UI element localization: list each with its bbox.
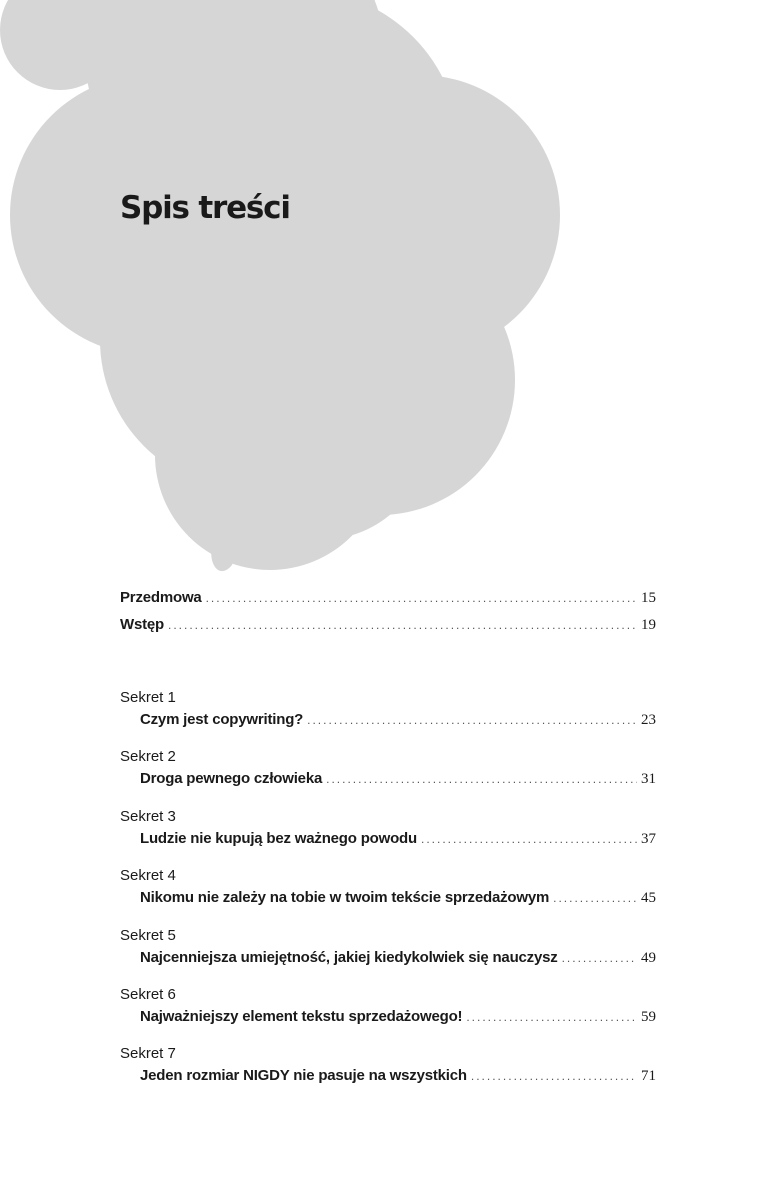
- dot-leader: [553, 888, 637, 908]
- toc-entry-title: Najważniejszy element tekstu sprzedażowego!: [140, 1008, 463, 1025]
- dot-leader: [307, 710, 637, 730]
- dot-leader: [466, 1007, 637, 1027]
- toc-page-number: 37: [641, 831, 656, 847]
- toc-page-number: 15: [641, 590, 656, 606]
- toc-entry-title: Czym jest copywriting?: [140, 711, 304, 728]
- toc-entry-title: Przedmowa: [120, 589, 202, 606]
- page-title: Spis treści: [120, 190, 290, 226]
- toc-entry-secret-5[interactable]: [140, 948, 656, 968]
- toc-entry-title: Nikomu nie zależy na tobie w twoim tekście sprzedażowym: [140, 889, 550, 906]
- secret-label: Sekret 7: [120, 1045, 176, 1062]
- toc-entry-wstep[interactable]: [120, 615, 656, 635]
- dot-leader: [421, 829, 637, 849]
- secret-label: Sekret 3: [120, 808, 176, 825]
- toc-page-number: 59: [641, 1009, 656, 1025]
- secret-label: Sekret 1: [120, 689, 176, 706]
- toc-entry-secret-2[interactable]: [140, 769, 656, 789]
- toc-page-number: 49: [641, 950, 656, 966]
- toc-entry-secret-4[interactable]: [140, 888, 656, 908]
- secret-label: Sekret 4: [120, 867, 176, 884]
- dot-leader: [326, 769, 637, 789]
- dot-leader: [562, 948, 637, 968]
- toc-entry-title: Wstęp: [120, 616, 165, 633]
- toc-page-number: 45: [641, 890, 656, 906]
- secret-label: Sekret 5: [120, 927, 176, 944]
- toc-entry-przedmowa[interactable]: [120, 588, 656, 608]
- secret-label: Sekret 2: [120, 748, 176, 765]
- toc-entry-secret-1[interactable]: [140, 710, 656, 730]
- toc-entry-secret-6[interactable]: [140, 1007, 656, 1027]
- toc-entry-title: Ludzie nie kupują bez ważnego powodu: [140, 830, 417, 847]
- toc-page-number: 23: [641, 712, 656, 728]
- toc-entry-title: Droga pewnego człowieka: [140, 770, 323, 787]
- dot-leader: [168, 615, 637, 635]
- dot-leader: [206, 588, 637, 608]
- toc-page-number: 19: [641, 617, 656, 633]
- toc-entry-secret-7[interactable]: [140, 1066, 656, 1086]
- dot-leader: [471, 1066, 637, 1086]
- secret-label: Sekret 6: [120, 986, 176, 1003]
- toc-page-number: 71: [641, 1068, 656, 1084]
- toc-entry-title: Jeden rozmiar NIGDY nie pasuje na wszystkich: [140, 1067, 467, 1084]
- toc-page-number: 31: [641, 771, 656, 787]
- toc-entry-title: Najcenniejsza umiejętność, jakiej kiedykolwiek się nauczysz: [140, 949, 558, 966]
- toc-entry-secret-3[interactable]: [140, 829, 656, 849]
